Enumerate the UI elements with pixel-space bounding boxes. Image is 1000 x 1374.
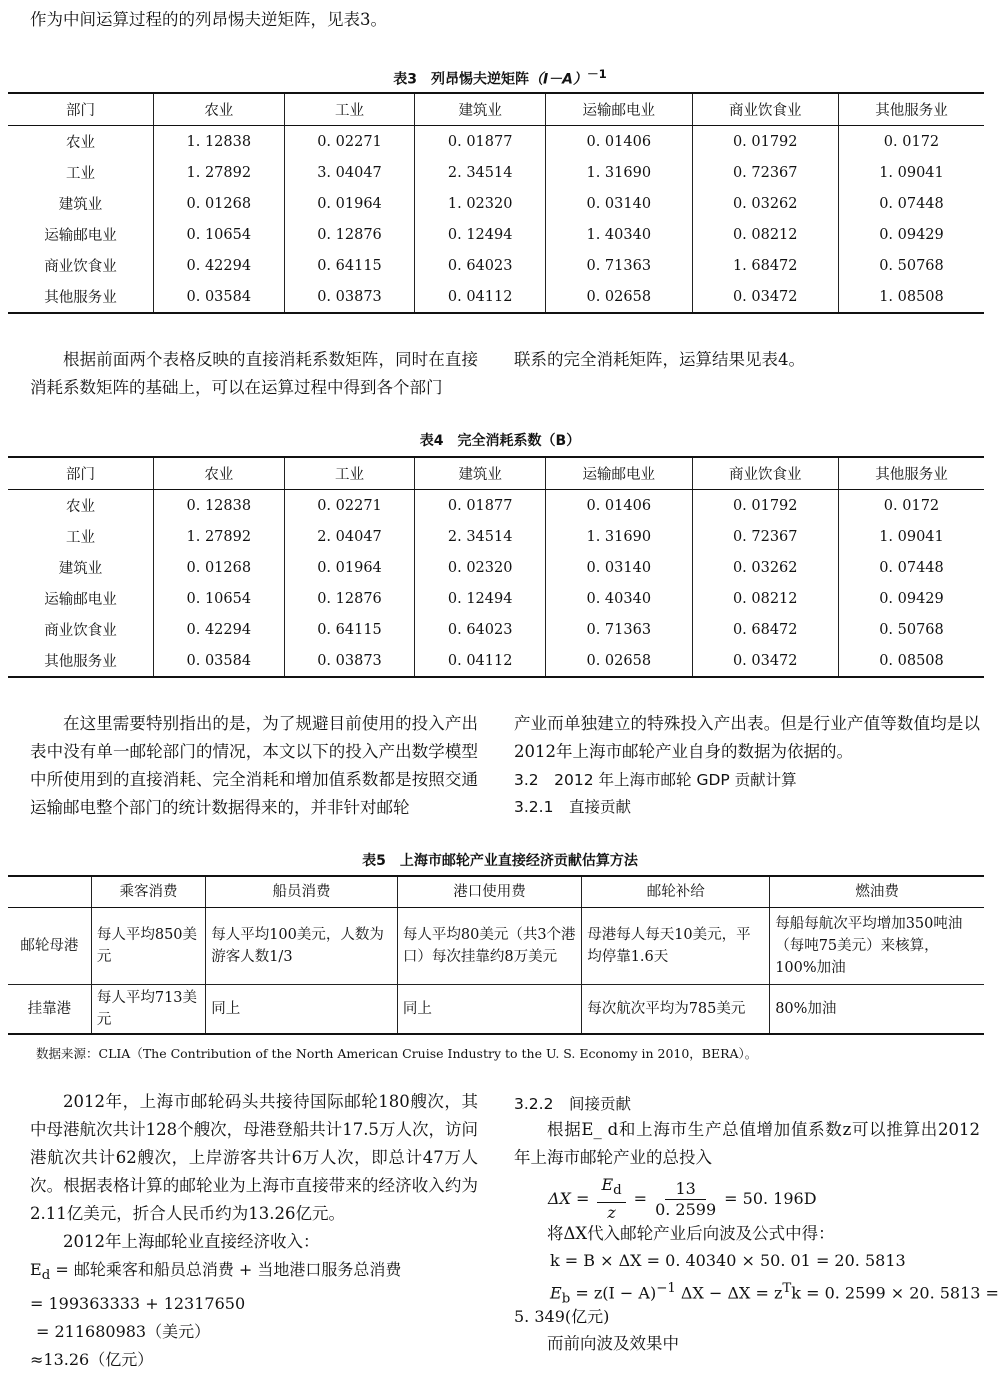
table-cell: 0. 50768 — [838, 614, 984, 645]
table-cell: 0. 01964 — [284, 188, 415, 219]
table-cell: 1. 27892 — [153, 157, 284, 188]
column-header — [8, 876, 91, 908]
equation-2: = 199363333 + 12317650 — [30, 1294, 246, 1314]
table-cell: 每人平均850美元 — [91, 908, 205, 985]
table-cell: 0. 72367 — [692, 521, 838, 552]
equation-4: ≈13.26（亿元） — [30, 1350, 154, 1370]
formula-k: k = B × ΔX = 0. 40340 × 50. 01 = 20. 5813 — [550, 1251, 906, 1270]
table-cell: 0. 02320 — [415, 552, 546, 583]
row-label: 邮轮母港 — [8, 908, 91, 985]
row-label: 其他服务业 — [8, 281, 153, 313]
row-label: 运输邮电业 — [8, 583, 153, 614]
table-row — [8, 188, 984, 219]
table-cell: 每人平均713美元 — [91, 985, 205, 1035]
table-row — [8, 219, 984, 250]
table-cell: 0. 10654 — [153, 219, 284, 250]
table-cell: 0. 64115 — [284, 250, 415, 281]
paragraph-2-right: 联系的完全消耗矩阵，运算结果见表4。 — [514, 350, 805, 369]
table-row — [8, 521, 984, 552]
formula-delta-x: ΔX = $\frac{E_d}{z}$ = $\frac{13}{0. 2599}$ = 50. 196D — [548, 1175, 817, 1222]
equation-ed: $E_d$ = 邮轮乘客和船员总消费 + 当地港口服务总消费 — [30, 1260, 402, 1284]
table-cell: 0. 01964 — [284, 552, 415, 583]
paragraph-3-right: 产业而单独建立的特殊投入产出表。但是行业产值等数值均是以2012年上海市邮轮产业自身的数据为依据的。 — [514, 714, 980, 761]
table4 — [8, 456, 984, 678]
paragraph-3-left: 在这里需要特别指出的是，为了规避目前使用的投入产出表中没有单一邮轮部门的情况，本文以下的投入产出数学模型中所使用到的直接消耗、完全消耗和增加值系数都是按照交通运输邮电整个部门的统计数据得来的，并非针对邮轮 — [30, 714, 478, 817]
table-cell: 2. 34514 — [415, 157, 546, 188]
table-row — [8, 490, 984, 522]
table-cell: 0. 12876 — [284, 219, 415, 250]
table-cell: 0. 68472 — [692, 614, 838, 645]
paragraph-2-left: 根据前面两个表格反映的直接消耗系数矩阵，同时在直接消耗系数矩阵的基础上，可以在运算过程中得到各个部门 — [30, 350, 478, 397]
table-cell: 0. 50768 — [838, 250, 984, 281]
column-header: 港口使用费 — [397, 876, 581, 908]
table-cell: 0. 03262 — [692, 552, 838, 583]
table-row — [8, 645, 984, 677]
paragraph-7: 而前向波及效果中 — [547, 1334, 679, 1353]
column-header: 建筑业 — [415, 93, 546, 126]
table-row — [8, 583, 984, 614]
table-cell: 每次航次平均为785美元 — [582, 985, 770, 1035]
table-cell: 0. 02271 — [284, 490, 415, 522]
table-cell: 0. 0172 — [838, 490, 984, 522]
table3-caption: 表3 列昂惕夫逆矩阵$(I-A)^{-1}$ — [393, 67, 607, 88]
row-label: 农业 — [8, 490, 153, 522]
row-label: 商业饮食业 — [8, 614, 153, 645]
table-row — [8, 157, 984, 188]
table-cell: 1. 02320 — [415, 188, 546, 219]
table5 — [8, 875, 984, 1035]
table-cell: 1. 09041 — [838, 521, 984, 552]
table5-source-note: 数据来源：CLIA（The Contribution of the North American Cruise Industry to the U. S. Economy in 2010，BERA）。 — [36, 1046, 758, 1061]
table-cell: 1. 09041 — [838, 157, 984, 188]
table-cell: 0. 03472 — [692, 281, 838, 313]
column-header: 乘客消费 — [91, 876, 205, 908]
table-cell: 0. 07448 — [838, 552, 984, 583]
table-cell: 3. 04047 — [284, 157, 415, 188]
column-header: 邮轮补给 — [582, 876, 770, 908]
table-cell: 0. 09429 — [838, 583, 984, 614]
table-cell: 0. 71363 — [546, 250, 692, 281]
table-cell: 0. 02658 — [546, 645, 692, 677]
table-cell: 0. 03140 — [546, 552, 692, 583]
table-cell: 同上 — [397, 985, 581, 1035]
row-label: 运输邮电业 — [8, 219, 153, 250]
table-cell: 0. 01792 — [692, 490, 838, 522]
column-header: 船员消费 — [206, 876, 398, 908]
table-row — [8, 281, 984, 313]
table-cell: 0. 01268 — [153, 552, 284, 583]
table-cell: 0. 04112 — [415, 645, 546, 677]
formula-eb-continued: 5. 349(亿元) — [514, 1307, 610, 1326]
table-cell: 0. 12876 — [284, 583, 415, 614]
paragraph-6: 将ΔX代入邮轮产业后向波及公式中得： — [547, 1224, 835, 1243]
column-header: 运输邮电业 — [546, 93, 692, 126]
table-cell: 0. 12494 — [415, 583, 546, 614]
row-label: 商业饮食业 — [8, 250, 153, 281]
table-cell: 0. 10654 — [153, 583, 284, 614]
table-cell: 0. 03262 — [692, 188, 838, 219]
column-header: 建筑业 — [415, 457, 546, 490]
paragraph-5: 根据E_ d和上海市生产总值增加值系数z可以推算出2012年上海市邮轮产业的总投入 — [514, 1120, 980, 1167]
row-label: 工业 — [8, 157, 153, 188]
column-header: 工业 — [284, 457, 415, 490]
table-cell: 0. 01406 — [546, 490, 692, 522]
table-cell: 每人平均100美元，人数为游客人数1/3 — [206, 908, 398, 985]
heading-3-2-1: 3.2.1 直接贡献 — [514, 798, 631, 816]
table-row — [8, 614, 984, 645]
column-header: 其他服务业 — [838, 457, 984, 490]
table-cell: 1. 08508 — [838, 281, 984, 313]
formula-eb: $E_b = z(I - A)^{-1}$ $\Delta X - \Delta X = z^Tk = 0$. 2599 × 20. 5813 = — [550, 1281, 999, 1307]
table-cell: 同上 — [206, 985, 398, 1035]
table-cell: 0. 03140 — [546, 188, 692, 219]
direct-income-title: 2012年上海邮轮业直接经济收入： — [63, 1232, 320, 1251]
column-header: 商业饮食业 — [692, 457, 838, 490]
table-cell: 0. 08212 — [692, 583, 838, 614]
table-cell: 0. 02658 — [546, 281, 692, 313]
table3 — [8, 92, 984, 314]
column-header: 农业 — [153, 457, 284, 490]
table-cell: 1. 68472 — [692, 250, 838, 281]
table-cell: 0. 03873 — [284, 645, 415, 677]
table-cell: 0. 08212 — [692, 219, 838, 250]
column-header: 运输邮电业 — [546, 457, 692, 490]
table-cell: 0. 12494 — [415, 219, 546, 250]
column-header: 商业饮食业 — [692, 93, 838, 126]
column-header: 其他服务业 — [838, 93, 984, 126]
table-cell: 0. 03584 — [153, 645, 284, 677]
row-label: 农业 — [8, 126, 153, 158]
column-header: 农业 — [153, 93, 284, 126]
table-cell: 每人平均80美元（共3个港口）每次挂靠约8万美元 — [397, 908, 581, 985]
intro-line: 作为中间运算过程的的列昂惕夫逆矩阵，见表3。 — [30, 10, 387, 29]
table-cell: 0. 40340 — [546, 583, 692, 614]
column-header: 部门 — [8, 457, 153, 490]
table-cell: 0. 01406 — [546, 126, 692, 158]
table-cell: 每船每航次平均增加350吨油（每吨75美元）来核算，100%加油 — [770, 908, 984, 985]
table-cell: 0. 01877 — [415, 126, 546, 158]
table-cell: 0. 01792 — [692, 126, 838, 158]
table-cell: 0. 64023 — [415, 250, 546, 281]
table-row — [8, 126, 984, 158]
table-row — [8, 985, 984, 1035]
table-cell: 0. 64023 — [415, 614, 546, 645]
table-cell: 0. 0172 — [838, 126, 984, 158]
table-cell: 0. 04112 — [415, 281, 546, 313]
table-row — [8, 250, 984, 281]
table-cell: 0. 12838 — [153, 490, 284, 522]
column-header: 燃油费 — [770, 876, 984, 908]
table-cell: 0. 09429 — [838, 219, 984, 250]
table-cell: 0. 01268 — [153, 188, 284, 219]
table-cell: 1. 12838 — [153, 126, 284, 158]
table-cell: 0. 03873 — [284, 281, 415, 313]
table-cell: 0. 08508 — [838, 645, 984, 677]
table4-caption: 表4 完全消耗系数（B） — [419, 433, 581, 449]
paragraph-4: 2012年，上海市邮轮码头共接待国际邮轮180艘次，其中母港航次共计128个艘次，母港登船共计17.5万人次，访问港航次共计62艘次，上岸游客共计6万人次，即总计47万人次。根据表格计算的邮轮业为上海市直接带来的经济收入约为2.11亿美元，折合人民币约为13.26亿元。 2012年上海邮轮业直接经济收入： $E_d$ = 邮轮乘客和船员总消费 + 当地港口服务总消费 = 199363333 + 12317650 = 211680983（美元） ≈13.26（亿元） — [30, 1088, 478, 1374]
table-cell: 0. 07448 — [838, 188, 984, 219]
table-cell: 0. 42294 — [153, 614, 284, 645]
table-cell: 1. 31690 — [546, 521, 692, 552]
row-label: 挂靠港 — [8, 985, 91, 1035]
table-cell: 0. 03584 — [153, 281, 284, 313]
heading-3-2: 3.2 2012 年上海市邮轮 GDP 贡献计算 — [514, 771, 797, 789]
table-cell: 2. 04047 — [284, 521, 415, 552]
row-label: 建筑业 — [8, 188, 153, 219]
table-cell: 80%加油 — [770, 985, 984, 1035]
heading-3-2-2: 3.2.2 间接贡献 — [514, 1095, 631, 1113]
row-label: 工业 — [8, 521, 153, 552]
equation-3: = 211680983（美元） — [36, 1322, 211, 1342]
table-row — [8, 908, 984, 985]
row-label: 其他服务业 — [8, 645, 153, 677]
table-cell: 1. 27892 — [153, 521, 284, 552]
table-cell: 0. 71363 — [546, 614, 692, 645]
table-cell: 1. 40340 — [546, 219, 692, 250]
table-cell: 母港每人每天10美元，平均停靠1.6天 — [582, 908, 770, 985]
table-cell: 0. 64115 — [284, 614, 415, 645]
table-cell: 0. 02271 — [284, 126, 415, 158]
column-header: 部门 — [8, 93, 153, 126]
table-cell: 1. 31690 — [546, 157, 692, 188]
table-cell: 0. 03472 — [692, 645, 838, 677]
table5-caption: 表5 上海市邮轮产业直接经济贡献估算方法 — [362, 853, 638, 869]
table-row — [8, 552, 984, 583]
column-header: 工业 — [284, 93, 415, 126]
table-cell: 0. 01877 — [415, 490, 546, 522]
row-label: 建筑业 — [8, 552, 153, 583]
table-cell: 2. 34514 — [415, 521, 546, 552]
table-cell: 0. 42294 — [153, 250, 284, 281]
table-cell: 0. 72367 — [692, 157, 838, 188]
